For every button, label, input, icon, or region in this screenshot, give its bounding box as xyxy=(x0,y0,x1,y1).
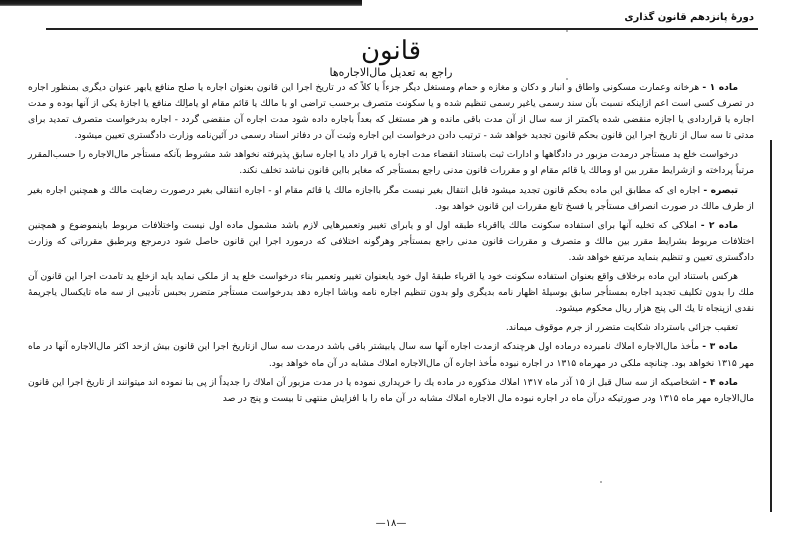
article-text: اشخاصیکه از سه سال قبل از ۱۵ آذر ماه ۱۳۱۷ املاك مذکوره در ماده یك را خریداری نموده یا در مدت مزبور آن املاك را جدیداً از پی بنا نموده اند میتوانند از تاریخ اجرا این قانون مال‌الاجاره مهر ماه ۱۳۱۵ ودر صورتیکه درآن ماه در اجاره نبوده مال الاجاره املاك مشابه در آن ماه را با افزایش منتهی تا بیست و پنج در صد xyxy=(28,376,754,404)
note-1 xyxy=(28,183,754,215)
article-2-para-3 xyxy=(28,320,754,336)
article-text: تعقیب جزائی باسترداد شکایت متضرر از جرم موقوف میماند. xyxy=(505,322,738,334)
note-text: اجاره ای که مطابق این ماده بحکم قانون تجدید میشود قابل انتقال بغیر نیست مگر بااجازه مالك یا قائم مقام او - اجاره انتقالی بغیر درصورت رضایت مالك و همچنین اجاره بغیر از طرف مالك در صورت انصراف مستأجر یا فسخ تابع مقررات این قانون خواهد بود. xyxy=(28,184,754,212)
document-title: قانون xyxy=(360,36,422,66)
running-head: دورهٔ پانزدهم قانون گذاری xyxy=(624,12,754,23)
header-rule xyxy=(46,28,758,30)
document-subtitle: راجع به تعدیل مال‌الاجاره‌ها xyxy=(329,66,453,79)
scan-margin-line xyxy=(770,140,772,512)
article-text: هرخانه وعمارت مسکونی واطاق و انبار و دکان و مغازه و حمام ومستغل دیگر جزءاً یا کلاً که در تاریخ اجرا این قانون بعنوان اجاره یا صلح منافع یابهر عنوان دیگری بمنظور اجاره در تصرف کسی است اعم ازاینکه نسبت بآن سند رسمی یاغیر رسمی تنظیم شده و یا سکونت متصرف برحسب تراضی او با مالك یا قائم مقام او یاماِلك منافع یا اجازهٔ یکی از آنها بوده و مدت اجاره یا قراردادی یا اجازه منقضی شده یاکمتر از سه سال از آن مدت باقی مانده و هر مستغل که بعداً باجاره داده شود مدت اجاره آن منقضی گردد - اجاره بدرخواست متصرف تمدید برای مدتی تا سه سال از تاریخ اجرا این قانون بحکم قانون تجدید خواهد شد - ترتیب دادن درخواست این اجاره وثبت آن در دفاتر اسناد رسمی در آئین‌نامه وزارت دادگستری تعیین میشود. xyxy=(28,82,754,142)
scan-speck xyxy=(566,30,568,32)
article-text: هرکس باستناد این ماده برخلاف واقع بعنوان استفاده سکونت خود یا اقرباء طبقهٔ اول خود یابعنوان تغییر وتعمیر بناء درخواست خلع ید از ملکی نماید باید ازخلع ید تامدت اجرا این قانون آن ملك را بدون تکلیف تجدید اجاره بمستأجر سابق بوسیلهٔ اظهار نامه بدیگری ولو بدون تنظیم اجاره نامه وباشا اجاره دهد بدرخواست مستأجر متضرر بحبس تأدیبی از سه ماه تایکسال یاجریمهٔ نقدی ازپنجاه تا یك الی پنج هزار ریال محکوم میشود. xyxy=(28,271,754,315)
article-label: ماده ۲ - xyxy=(700,219,739,231)
article-2 xyxy=(28,218,754,266)
article-1-para-2 xyxy=(28,147,754,179)
article-label: ماده ۳ - xyxy=(702,341,738,353)
scan-speck xyxy=(566,78,568,80)
article-4 xyxy=(28,375,754,407)
article-3 xyxy=(28,339,754,371)
article-label: ماده ۴ - xyxy=(702,376,738,388)
note-label: تبصره - xyxy=(703,184,739,196)
page-number: —۱۸— xyxy=(375,518,407,529)
article-text: مأخذ مال‌الاجاره املاك نامبرده درماده اول هرچندکه ازمدت اجاره آنها سه سال یابیشتر باقی باشد درمدت سه سال ازتاریخ اجرا این قانون بیش ازحد اکثر مال‌الاجاره آنها در ماه مهر ۱۳۱۵ نخواهد بود. چنانچه ملکی در مهرماه ۱۳۱۵ در اجاره نبوده مأخذ اجاره آن مال‌الاجاره املاك مشابه در آن ماه خواهد بود. xyxy=(28,341,754,369)
article-text: املاکی که تخلیه آنها برای استفاده سکونت مالك یااقرباء طبقه اول او و یابرای تغییر وتعمیرهایی لازم باشد مشمول ماده اول نیست واختلافات مربوط باینموضوع و همچنین اختلافات مربوط بشرایط مقرر بین مالك و متصرف و مقررات قانون مدنی راجع بمستأجر وهرگونه اختلافی که درمورد اجرا این قانون حاصل شود درمرجع وبرطبق مقرراتی که وزارت دادگستری تعیین و تنظیم بنماید مرتفع خواهد شد. xyxy=(28,219,754,263)
article-label: ماده ۱ - xyxy=(702,82,739,93)
document-page xyxy=(24,0,758,545)
article-text: درخواست خلع ید مستأجر درمدت مزبور در دادگاهها و ادارات ثبت باستناد انقضاء مدت اجاره یا قرار داد یا اجاره سابق پذیرفته نخواهد شد مشروط بآنکه مستأجر مال‌الاجاره را حسب‌المقرر مرتباً پرداخته و ازشرایط مقرر بین او ومالك یا قائم مقام او و مقررات قانون مدنی راجع بمستأجر که مغایر بااین قانون نباشد تخلف نکند. xyxy=(27,149,754,177)
article-2-para-2 xyxy=(28,269,754,317)
scan-speck xyxy=(600,481,602,483)
document-body xyxy=(28,80,754,410)
article-1 xyxy=(28,80,754,144)
